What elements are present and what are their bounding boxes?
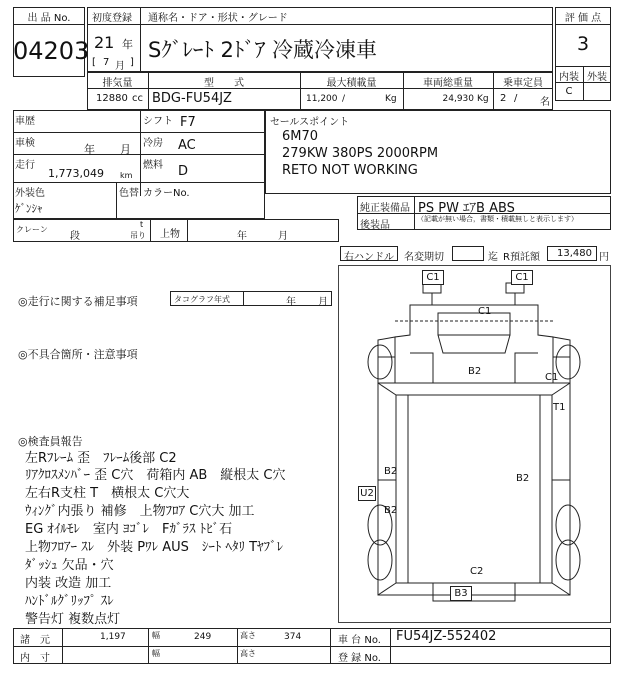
dims-height: 374 bbox=[284, 632, 302, 642]
damage-mark: C2 bbox=[470, 566, 484, 577]
chassis-number: FU54JZ-552402 bbox=[396, 629, 497, 644]
aftermarket-label: 後装品 bbox=[360, 220, 390, 231]
genuine-label: 純正装備品 bbox=[360, 203, 410, 214]
first-reg-month: 7 bbox=[103, 57, 110, 68]
gross-weight-label: 車両総重量 bbox=[423, 78, 473, 89]
damage-mark: U2 bbox=[358, 486, 376, 501]
width-label: 幅 bbox=[152, 631, 160, 640]
inner-dims-label: 内 寸 bbox=[20, 653, 50, 664]
lot-number: 04203 bbox=[13, 37, 90, 65]
type-label: 型 式 bbox=[204, 78, 244, 89]
max-load-label: 最大積載量 bbox=[326, 78, 377, 89]
upper-label: 上物 bbox=[160, 229, 180, 240]
tachograph-year-unit: 年 bbox=[286, 297, 296, 308]
crane-label: クレーン bbox=[16, 225, 48, 234]
inspector-report-label: ◎検査員報告 bbox=[18, 435, 83, 448]
upper-month-unit: 月 bbox=[278, 231, 288, 242]
capacity-unit: 名 bbox=[540, 97, 550, 108]
max-load-unit: Kg bbox=[385, 94, 397, 104]
odometer-prefix: 迄 bbox=[488, 252, 498, 263]
first-reg-label: 初度登録 bbox=[92, 13, 132, 24]
shift-label: シフト bbox=[143, 116, 173, 127]
dims-label: 諸 元 bbox=[20, 635, 50, 646]
report-line: EG ｵｲﾙﾓﾚ 室内 ﾖｺﾞﾚ Fｶﾞﾗｽ ﾄﾋﾞ石 bbox=[25, 522, 233, 537]
crane-lift-unit: 吊り bbox=[130, 231, 146, 240]
width-label: 幅 bbox=[152, 649, 160, 658]
report-line: 内装 改造 加工 bbox=[25, 576, 112, 591]
chassis-label: 車 台 No. bbox=[338, 635, 381, 646]
meter-change-box bbox=[452, 246, 484, 261]
deposit-value: 13,480 bbox=[557, 248, 592, 259]
mileage-unit: km bbox=[120, 171, 133, 180]
first-reg-year: 21 bbox=[94, 33, 115, 52]
exterior-label: 外装 bbox=[587, 72, 607, 83]
mileage-label: 走行 bbox=[15, 160, 35, 171]
capacity-label: 乗車定員 bbox=[503, 78, 543, 89]
registration-label: 登 録 No. bbox=[338, 653, 381, 664]
dims-width: 249 bbox=[194, 632, 212, 642]
tachograph-label: タコグラフ年式 bbox=[174, 295, 230, 304]
report-line: 左Rﾌﾚｰﾑ 歪 ﾌﾚｰﾑ後部 C2 bbox=[25, 451, 177, 466]
shift-value: F7 bbox=[180, 115, 196, 130]
sales-point-line: 279KW 380PS 2000RPM bbox=[282, 146, 439, 161]
ext-color-value: ｹﾞﾝｼｬ bbox=[15, 202, 43, 215]
crane-ton-unit: t bbox=[140, 220, 144, 229]
damage-mark: C1 bbox=[478, 306, 492, 317]
sales-points-label: セールスポイント bbox=[270, 117, 350, 128]
year-unit: 年 bbox=[122, 38, 133, 51]
height-label: 高さ bbox=[240, 631, 256, 640]
genuine-equipment: PS PW ｴｱB ABS bbox=[418, 201, 515, 216]
dims-length: 1,197 bbox=[100, 632, 126, 642]
steering-side-label: 右ハンドル bbox=[344, 252, 394, 263]
inspection-year-unit: 年 bbox=[84, 143, 95, 156]
inspection-label: 車検 bbox=[15, 138, 35, 149]
interior-grade: C bbox=[565, 86, 573, 97]
damage-mark: B2 bbox=[384, 466, 398, 477]
tachograph-month-unit: 月 bbox=[318, 297, 328, 308]
deposit-label: R預託額 bbox=[503, 252, 540, 263]
fuel-value: D bbox=[178, 164, 189, 179]
ac-value: AC bbox=[178, 138, 196, 153]
height-label: 高さ bbox=[240, 649, 256, 658]
damage-mark: B3 bbox=[450, 586, 472, 601]
report-line: ﾊﾝﾄﾞﾙｸﾞﾘｯﾌﾟ ｽﾚ bbox=[25, 594, 114, 609]
capacity-value: 2 bbox=[500, 93, 507, 104]
history-label: 車歴 bbox=[15, 116, 35, 127]
gross-weight-unit: Kg bbox=[477, 94, 489, 104]
deposit-unit: 円 bbox=[599, 252, 609, 263]
sales-point-line: RETO NOT WORKING bbox=[282, 163, 418, 178]
interior-label: 内装 bbox=[559, 72, 579, 83]
gross-weight-value: 24,930 bbox=[442, 94, 474, 104]
max-load-value: 11,200 bbox=[306, 94, 338, 104]
month-unit: 月 bbox=[115, 61, 125, 72]
damage-mark: B2 bbox=[384, 505, 398, 516]
meter-change-label: 名変期切 bbox=[404, 252, 444, 263]
mileage-value: 1,773,049 bbox=[48, 167, 104, 180]
color-no-label: 色替 bbox=[119, 188, 139, 199]
color-no-label-2: カラーNo. bbox=[143, 188, 190, 199]
damage-mark: T1 bbox=[553, 402, 566, 413]
displacement-unit: cc bbox=[132, 93, 143, 104]
score-label: 評 価 点 bbox=[564, 13, 602, 24]
report-line: ﾀﾞｯｼｭ 欠品・穴 bbox=[25, 558, 114, 573]
crane-stage-unit: 段 bbox=[70, 231, 80, 242]
lot-label: 出 品 No. bbox=[27, 13, 71, 24]
max-load-separator: / bbox=[342, 94, 346, 104]
aftermarket-note: （記載が無い場合，書類・積載無しと表示します） bbox=[417, 215, 578, 223]
ext-color-label: 外装色 bbox=[15, 188, 45, 199]
report-line: 左右R支柱 T 横根太 C穴大 bbox=[25, 486, 190, 501]
capacity-separator: / bbox=[514, 93, 518, 104]
report-line: 上物ﾌﾛｱｰ ｽﾚ 外装 Pﾜﾚ AUS ｼｰﾄ ﾍﾀﾘ Tﾔﾌﾞﾚ bbox=[25, 540, 284, 555]
fuel-label: 燃料 bbox=[143, 160, 163, 171]
report-line: ﾘｱｸﾛｽﾒﾝﾊﾞｰ 歪 C穴 荷箱内 AB 縦根太 C穴 bbox=[25, 468, 286, 483]
damage-mark: B2 bbox=[516, 473, 530, 484]
inspection-month-unit: 月 bbox=[120, 143, 131, 156]
upper-year-unit: 年 bbox=[237, 231, 247, 242]
model-code: BDG-FU54JZ bbox=[152, 91, 232, 106]
running-notes-label: ◎走行に関する補足事項 bbox=[18, 295, 138, 308]
defects-label: ◎不具合箇所・注意事項 bbox=[18, 348, 138, 361]
ac-label: 冷房 bbox=[143, 138, 163, 149]
damage-mark: B2 bbox=[468, 366, 482, 377]
report-line: 警告灯 複数点灯 bbox=[25, 612, 121, 627]
model-label: 通称名・ドア・形状・グレード bbox=[148, 13, 288, 24]
report-line: ｳｨﾝｸﾞ内張り 補修 上物ﾌﾛｱ C穴大 加工 bbox=[25, 504, 255, 519]
score-value: 3 bbox=[576, 33, 590, 55]
month-open: [ bbox=[92, 57, 96, 68]
damage-mark: C1 bbox=[422, 270, 444, 285]
displacement-label: 排気量 bbox=[102, 78, 133, 89]
details-box bbox=[13, 110, 265, 219]
damage-mark: C1 bbox=[545, 372, 559, 383]
vehicle-title: Sｸﾞﾚｰﾄ 2ﾄﾞｱ 冷蔵冷凍車 bbox=[148, 38, 378, 62]
month-close: ] bbox=[130, 57, 134, 68]
displacement-value: 12880 bbox=[96, 93, 128, 104]
damage-mark: C1 bbox=[511, 270, 533, 285]
sales-point-line: 6M70 bbox=[282, 129, 319, 144]
